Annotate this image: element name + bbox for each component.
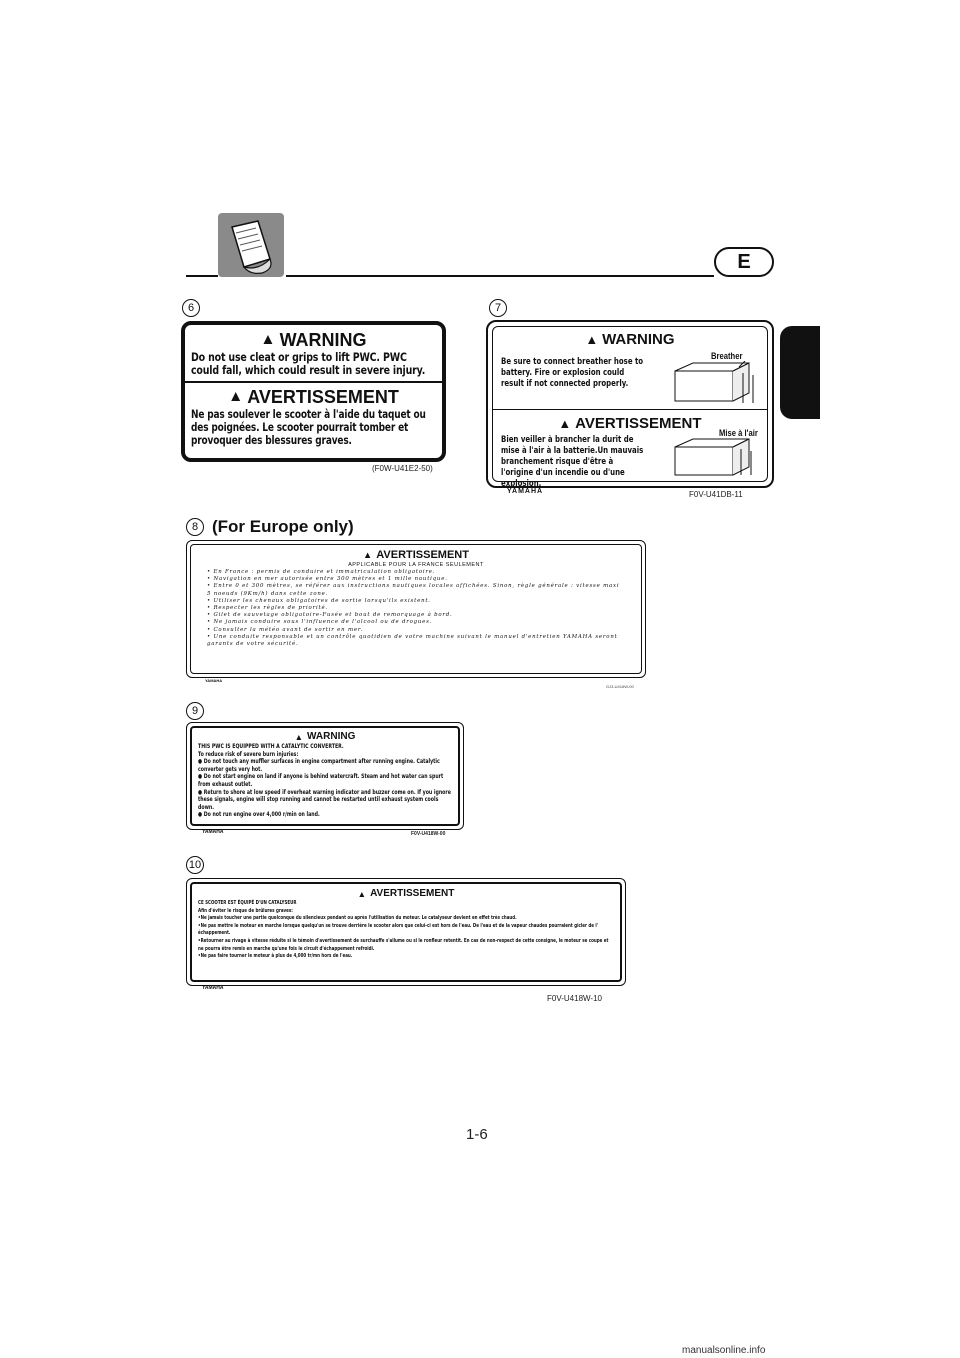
label-10-code: F0V-U418W-10	[547, 994, 602, 1003]
avertissement-heading: ▲ AVERTISSEMENT	[558, 414, 702, 432]
avertissement-heading: ▲ AVERTISSEMENT	[363, 549, 469, 561]
label-10-catalyseur-warning	[186, 878, 626, 991]
text-line: •Ne jamais toucher une partie quelconque du silencieux pendant ou après l'utilisation du moteur. Le catalyseur devient en effet très chaud.	[198, 915, 517, 922]
warning-triangle-icon: ▲	[260, 331, 276, 348]
list-item: • Navigation en mer autorisée entre 300 mètres et 1 mille nautique.	[207, 576, 625, 583]
yamaha-brand: YAMAHA	[507, 488, 544, 495]
battery-illustration	[673, 437, 763, 477]
label-number-8: 8	[186, 518, 204, 536]
warning-heading: ▲ WARNING	[585, 330, 675, 348]
text-line: ● Do not touch any muffler surfaces in engine compartment after running engine. Catalytic converter gets very hot.	[198, 758, 440, 773]
warning-triangle-icon: ▲	[357, 888, 367, 899]
list-item: • Entre 0 et 300 mètres, se référer aux instructions nautiques locales affichées. Sinon, règle générale : vitesse maxi 5 noeuds (9Km/h) dans cette zone.	[207, 583, 625, 597]
label-number-6: 6	[182, 299, 200, 317]
text-line: Afin d'éviter le risque de brûlures graves:	[198, 907, 293, 914]
label-number-9: 9	[186, 702, 204, 720]
label-6-cleat-warning	[181, 321, 446, 462]
label-subtitle: APPLICABLE POUR LA FRANCE SEULEMENT	[348, 562, 484, 568]
breather-hose-caption: Breather	[711, 351, 743, 361]
warning-heading: ▲ WARNING	[260, 329, 367, 350]
label-number-10: 10	[186, 856, 204, 874]
label-frame	[190, 882, 622, 991]
yamaha-brand: YAMAHA	[202, 985, 224, 991]
warning-text: Do not use cleat or grips to lift PWC. PWC could fall, which could result in severe injury.	[191, 350, 426, 377]
warning-triangle-icon: ▲	[585, 331, 599, 347]
section-title-europe: (For Europe only)	[212, 517, 354, 536]
footer-watermark: manualsonline.info	[682, 1345, 766, 1356]
page-number: 1-6	[466, 1126, 488, 1143]
list-item: • En France : permis de conduire et immatriculation obligatoire.	[207, 569, 625, 576]
label-frame	[190, 544, 642, 683]
label-divider	[185, 381, 442, 383]
manual-book-icon	[218, 213, 284, 277]
label-8-code: GJ3-U416W-00	[606, 684, 634, 689]
text-line: ● Return to shore at low speed if overheat warning indicator and buzzer come on. If you ignore these signals, engine will stop running and cannot be restarted until exhaust system cools down.	[198, 788, 451, 811]
warning-triangle-icon: ▲	[558, 415, 572, 431]
label-8-france-regulations	[186, 540, 646, 683]
yamaha-brand: YAMAHA	[205, 678, 223, 683]
text-line: To reduce risk of severe burn injuries:	[198, 750, 299, 758]
list-item: • Une conduite responsable et un contrôle quotidien de votre machine suivant le manuel d'entretien YAMAHA seront garants de votre sécurité.	[207, 634, 625, 648]
label-9-code: F0V-U418W-00	[411, 831, 446, 837]
language-badge: E	[714, 247, 774, 277]
header-rule-right	[286, 275, 714, 277]
battery-illustration	[673, 361, 763, 405]
warning-triangle-icon: ▲	[363, 550, 373, 560]
avertissement-text: Bien veiller à brancher la durit de mise à l'air à la batterie.Un mauvais branchement risque d'être à l'origine d'un incendie ou d'une explosion.	[501, 435, 644, 489]
avertissement-heading: ▲ AVERTISSEMENT	[357, 888, 455, 899]
list-item: • Utiliser les chenaux obligatoires de sortie lorsqu'ils existent.	[207, 598, 625, 605]
warning-triangle-icon: ▲	[294, 731, 304, 742]
warning-heading: ▲ WARNING	[294, 731, 356, 742]
label-6-code: (F0W-U41E2-50)	[372, 464, 433, 473]
text-line: •Retourner au rivage à vitesse réduite si le témoin d'avertissement de surchauffe s'allume ou si le ronfleur retentit. En cas de non-respect de cette consigne, le moteur se coupe et ne pourra être remis en marche qu'une fois le circuit d'échappement refroidi.	[198, 937, 609, 952]
avertissement-text	[198, 900, 614, 961]
text-line: ● Do not run engine over 4,000 r/min on land.	[198, 811, 320, 819]
warning-text: Be sure to connect breather hose to battery. Fire or explosion could result if not connected properly.	[501, 357, 644, 389]
label-divider	[493, 409, 767, 410]
warning-triangle-icon: ▲	[228, 388, 244, 405]
list-item: • Respecter les règles de priorité.	[207, 605, 625, 612]
list-item: • Gilet de sauvetage obligatoire-Fusée et bout de remorquage à bord.	[207, 612, 625, 619]
mise-a-lair-caption: Mise à l'air	[719, 428, 758, 438]
regulation-list	[207, 569, 625, 648]
text-line: •Ne pas mettre le moteur en marche lorsque quelqu'un se trouve derrière le scooter alors que celui-ci est hors de l'eau. De l'eau et de la vapeur chaudes pourraient gicler de l' échappement.	[198, 922, 599, 937]
label-number-7: 7	[489, 299, 507, 317]
list-item: • Consulter la météo avant de sortir en mer.	[207, 627, 625, 634]
avertissement-heading: ▲ AVERTISSEMENT	[228, 386, 399, 407]
list-item: • Ne jamais conduire sous l'influence de l'alcool ou de drogues.	[207, 619, 625, 626]
yamaha-brand: YAMAHA	[202, 829, 224, 835]
text-line: CE SCOOTER EST ÉQUIPÉ D'UN CATALYSEUR	[198, 900, 297, 906]
warning-text	[198, 743, 452, 819]
label-7-code: F0V-U41DB-11	[689, 490, 743, 499]
text-line: ● Do not start engine on land if anyone is behind watercraft. Steam and hot water can spurt from exhaust outlet.	[198, 773, 444, 788]
avertissement-text: Ne pas soulever le scooter à l'aide du taquet ou des poignées. Le scooter pourrait tomber et provoquer des blessures graves.	[191, 407, 426, 447]
text-line: •Ne pas faire tourner le moteur à plus de 4,000 tr/mn hors de l'eau.	[198, 953, 353, 960]
header-rule-left	[186, 275, 218, 277]
text-line: THIS PWC IS EQUIPPED WITH A CATALYTIC CONVERTER.	[198, 743, 344, 750]
chapter-side-tab	[780, 326, 820, 419]
